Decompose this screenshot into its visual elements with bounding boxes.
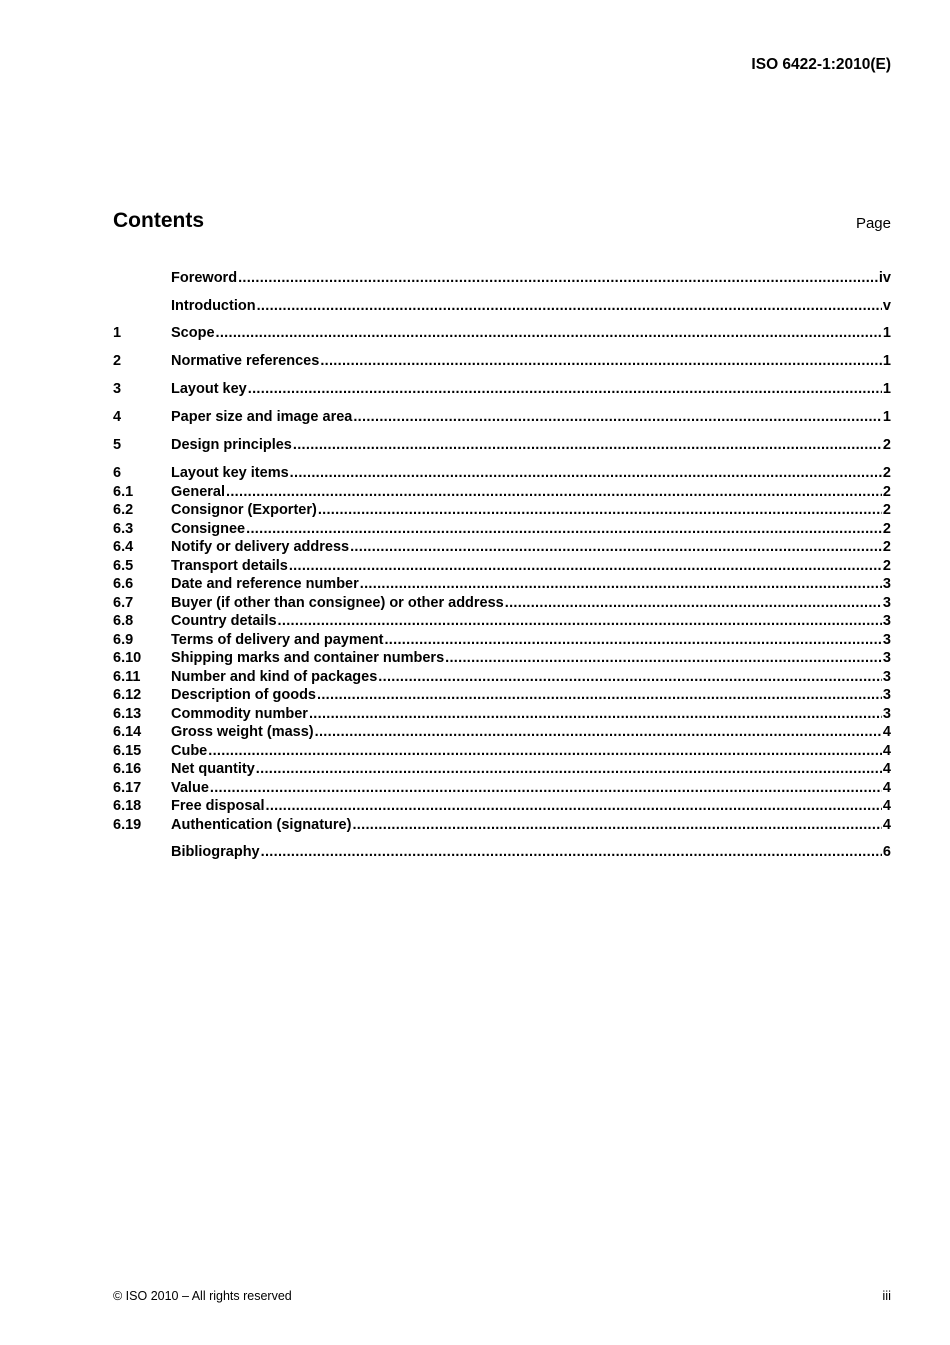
toc-entry-6-12[interactable] — [113, 685, 891, 705]
toc-entry-6-5[interactable] — [113, 556, 891, 576]
toc-entry-6-14[interactable] — [113, 722, 891, 742]
toc-entry-number: 4 — [113, 409, 122, 425]
toc-entry-page: 4 — [882, 724, 891, 740]
toc-entry-page: 4 — [882, 761, 891, 777]
toc-entry-page: 1 — [882, 353, 891, 369]
toc-entry-page: 3 — [882, 650, 891, 666]
dot-leader — [505, 593, 882, 613]
dot-leader — [256, 759, 882, 779]
toc-entry-title: Commodity number — [171, 705, 308, 722]
toc-entry-title: Country details — [171, 613, 277, 629]
page-title: Contents — [113, 209, 204, 232]
dot-leader — [318, 500, 882, 520]
toc-entry-title: Introduction — [171, 298, 256, 314]
dot-leader — [289, 556, 882, 576]
dot-leader — [315, 722, 882, 742]
page-column-label: Page — [855, 215, 891, 232]
toc-entry-6[interactable] — [113, 463, 891, 483]
dot-leader — [278, 611, 882, 631]
toc-entry-number: 6.12 — [113, 687, 142, 703]
toc-entry-number: 1 — [113, 325, 122, 341]
toc-entry-5[interactable] — [113, 435, 891, 455]
toc-entry-number: 6.13 — [113, 705, 142, 722]
toc-entry-3[interactable] — [113, 379, 891, 399]
dot-leader — [309, 704, 882, 724]
toc-entry-title: Free disposal — [171, 798, 265, 814]
toc-entry-6-11[interactable] — [113, 667, 891, 687]
toc-entry-title: Design principles — [171, 437, 292, 453]
toc-entry-introduction[interactable] — [113, 296, 891, 316]
toc-entry-4[interactable] — [113, 407, 891, 427]
toc-entry-6-10[interactable] — [113, 648, 891, 668]
dot-leader — [226, 482, 882, 502]
toc-entry-number: 6.1 — [113, 483, 134, 500]
toc-entry-page: 4 — [882, 798, 891, 814]
toc-entry-title: Value — [171, 779, 209, 796]
toc-entry-page: 4 — [882, 816, 891, 833]
toc-entry-page: 6 — [882, 844, 891, 860]
toc-entry-title: Number and kind of packages — [171, 668, 378, 685]
toc-entry-page: 2 — [882, 437, 891, 453]
toc-entry-number: 6.8 — [113, 613, 134, 629]
toc-entry-number: 6.18 — [113, 798, 142, 814]
dot-leader — [293, 435, 882, 455]
dot-leader — [290, 463, 882, 483]
toc-entry-title: Net quantity — [171, 761, 255, 777]
toc-entry-title: Buyer (if other than consignee) or other address — [171, 594, 504, 611]
dot-leader — [353, 407, 882, 427]
toc-entry-6-17[interactable] — [113, 778, 891, 798]
toc-entry-page: 1 — [882, 381, 891, 397]
toc-entry-6-9[interactable] — [113, 630, 891, 650]
toc-entry-number: 6.6 — [113, 576, 134, 592]
toc-entry-number: 6 — [113, 465, 122, 481]
toc-entry-page: 2 — [882, 557, 891, 574]
toc-entry-number: 6.17 — [113, 779, 142, 796]
dot-leader — [384, 630, 881, 650]
toc-entry-page: 1 — [882, 409, 891, 425]
toc-entry-page: 2 — [882, 502, 891, 518]
toc-entry-page: 2 — [882, 465, 891, 481]
dot-leader — [352, 815, 881, 835]
dot-leader — [208, 741, 882, 761]
toc-entry-title: Shipping marks and container numbers — [171, 650, 445, 666]
toc-entry-title: Cube — [171, 742, 208, 759]
toc-entry-page: 2 — [882, 520, 891, 537]
dot-leader — [445, 648, 882, 668]
toc-entry-6-2[interactable] — [113, 500, 891, 520]
toc-entry-6-18[interactable] — [113, 796, 891, 816]
toc-entry-title: General — [171, 483, 225, 500]
toc-entry-number: 6.14 — [113, 724, 142, 740]
toc-entry-number: 3 — [113, 381, 122, 397]
toc-entry-number: 6.9 — [113, 631, 134, 648]
dot-leader — [210, 778, 882, 798]
dot-leader — [257, 296, 882, 316]
dot-leader — [238, 268, 878, 288]
toc-entry-6-4[interactable] — [113, 537, 891, 557]
page-number: iii — [882, 1288, 891, 1303]
toc-entry-number: 6.2 — [113, 502, 134, 518]
toc-entry-number: 6.10 — [113, 650, 142, 666]
dot-leader — [216, 323, 882, 343]
toc-entry-2[interactable] — [113, 351, 891, 371]
toc-entry-number: 5 — [113, 437, 122, 453]
toc-entry-foreword[interactable] — [113, 268, 891, 288]
toc-entry-6-3[interactable] — [113, 519, 891, 539]
toc-entry-title: Foreword — [171, 270, 238, 286]
toc-entry-6-19[interactable] — [113, 815, 891, 835]
toc-entry-page: 3 — [882, 705, 891, 722]
toc-entry-page: 4 — [882, 779, 891, 796]
toc-entry-number: 6.3 — [113, 520, 134, 537]
document-id: ISO 6422-1:2010(E) — [751, 56, 891, 73]
toc-entry-1[interactable] — [113, 323, 891, 343]
toc-entry-bibliography[interactable] — [113, 842, 891, 862]
toc-entry-title: Normative references — [171, 353, 320, 369]
toc-entry-title: Bibliography — [171, 844, 260, 860]
toc-entry-title: Consignee — [171, 520, 246, 537]
toc-entry-6-1[interactable] — [113, 482, 891, 502]
toc-entry-title: Scope — [171, 325, 215, 341]
toc-entry-page: 1 — [882, 325, 891, 341]
toc-entry-page: 2 — [882, 483, 891, 500]
toc-entry-6-15[interactable] — [113, 741, 891, 761]
toc-entry-title: Authentication (signature) — [171, 816, 352, 833]
toc-entry-page: 3 — [882, 594, 891, 611]
toc-entry-number: 6.16 — [113, 761, 142, 777]
toc-entry-number: 6.7 — [113, 594, 134, 611]
toc-entry-number: 6.15 — [113, 742, 142, 759]
dot-leader — [378, 667, 882, 687]
toc-entry-page: 3 — [882, 576, 891, 592]
toc-entry-title: Consignor (Exporter) — [171, 502, 317, 518]
toc-entry-title: Paper size and image area — [171, 409, 353, 425]
toc-entry-number: 6.11 — [113, 668, 141, 685]
toc-entry-page: v — [882, 298, 891, 314]
toc-entry-number: 6.19 — [113, 816, 142, 833]
toc-entry-6-13[interactable] — [113, 704, 891, 724]
toc-entry-page: 3 — [882, 668, 891, 685]
toc-entry-6-16[interactable] — [113, 759, 891, 779]
toc-entry-page: 2 — [882, 539, 891, 555]
toc-entry-page: 4 — [882, 742, 891, 759]
toc-entry-title: Description of goods — [171, 687, 316, 703]
toc-entry-page: 3 — [882, 613, 891, 629]
toc-entry-title: Layout key items — [171, 465, 289, 481]
toc-entry-6-7[interactable] — [113, 593, 891, 613]
toc-entry-title: Notify or delivery address — [171, 539, 350, 555]
toc-entry-page: iv — [878, 270, 891, 286]
toc-entry-title: Terms of delivery and payment — [171, 631, 384, 648]
toc-entry-6-6[interactable] — [113, 574, 891, 594]
toc-entry-title: Date and reference number — [171, 576, 359, 592]
dot-leader — [265, 796, 881, 816]
toc-entry-6-8[interactable] — [113, 611, 891, 631]
dot-leader — [248, 379, 882, 399]
toc-entry-number: 2 — [113, 353, 122, 369]
toc-entry-title: Transport details — [171, 557, 288, 574]
dot-leader — [360, 574, 882, 594]
toc-entry-page: 3 — [882, 687, 891, 703]
dot-leader — [320, 351, 882, 371]
toc-entry-page: 3 — [882, 631, 891, 648]
dot-leader — [317, 685, 882, 705]
toc-entry-title: Gross weight (mass) — [171, 724, 314, 740]
dot-leader — [350, 537, 882, 557]
toc-entry-title: Layout key — [171, 381, 247, 397]
toc-entry-number: 6.4 — [113, 539, 134, 555]
dot-leader — [261, 842, 882, 862]
dot-leader — [246, 519, 882, 539]
copyright-notice: © ISO 2010 – All rights reserved — [113, 1289, 292, 1303]
toc-entry-number: 6.5 — [113, 557, 134, 574]
